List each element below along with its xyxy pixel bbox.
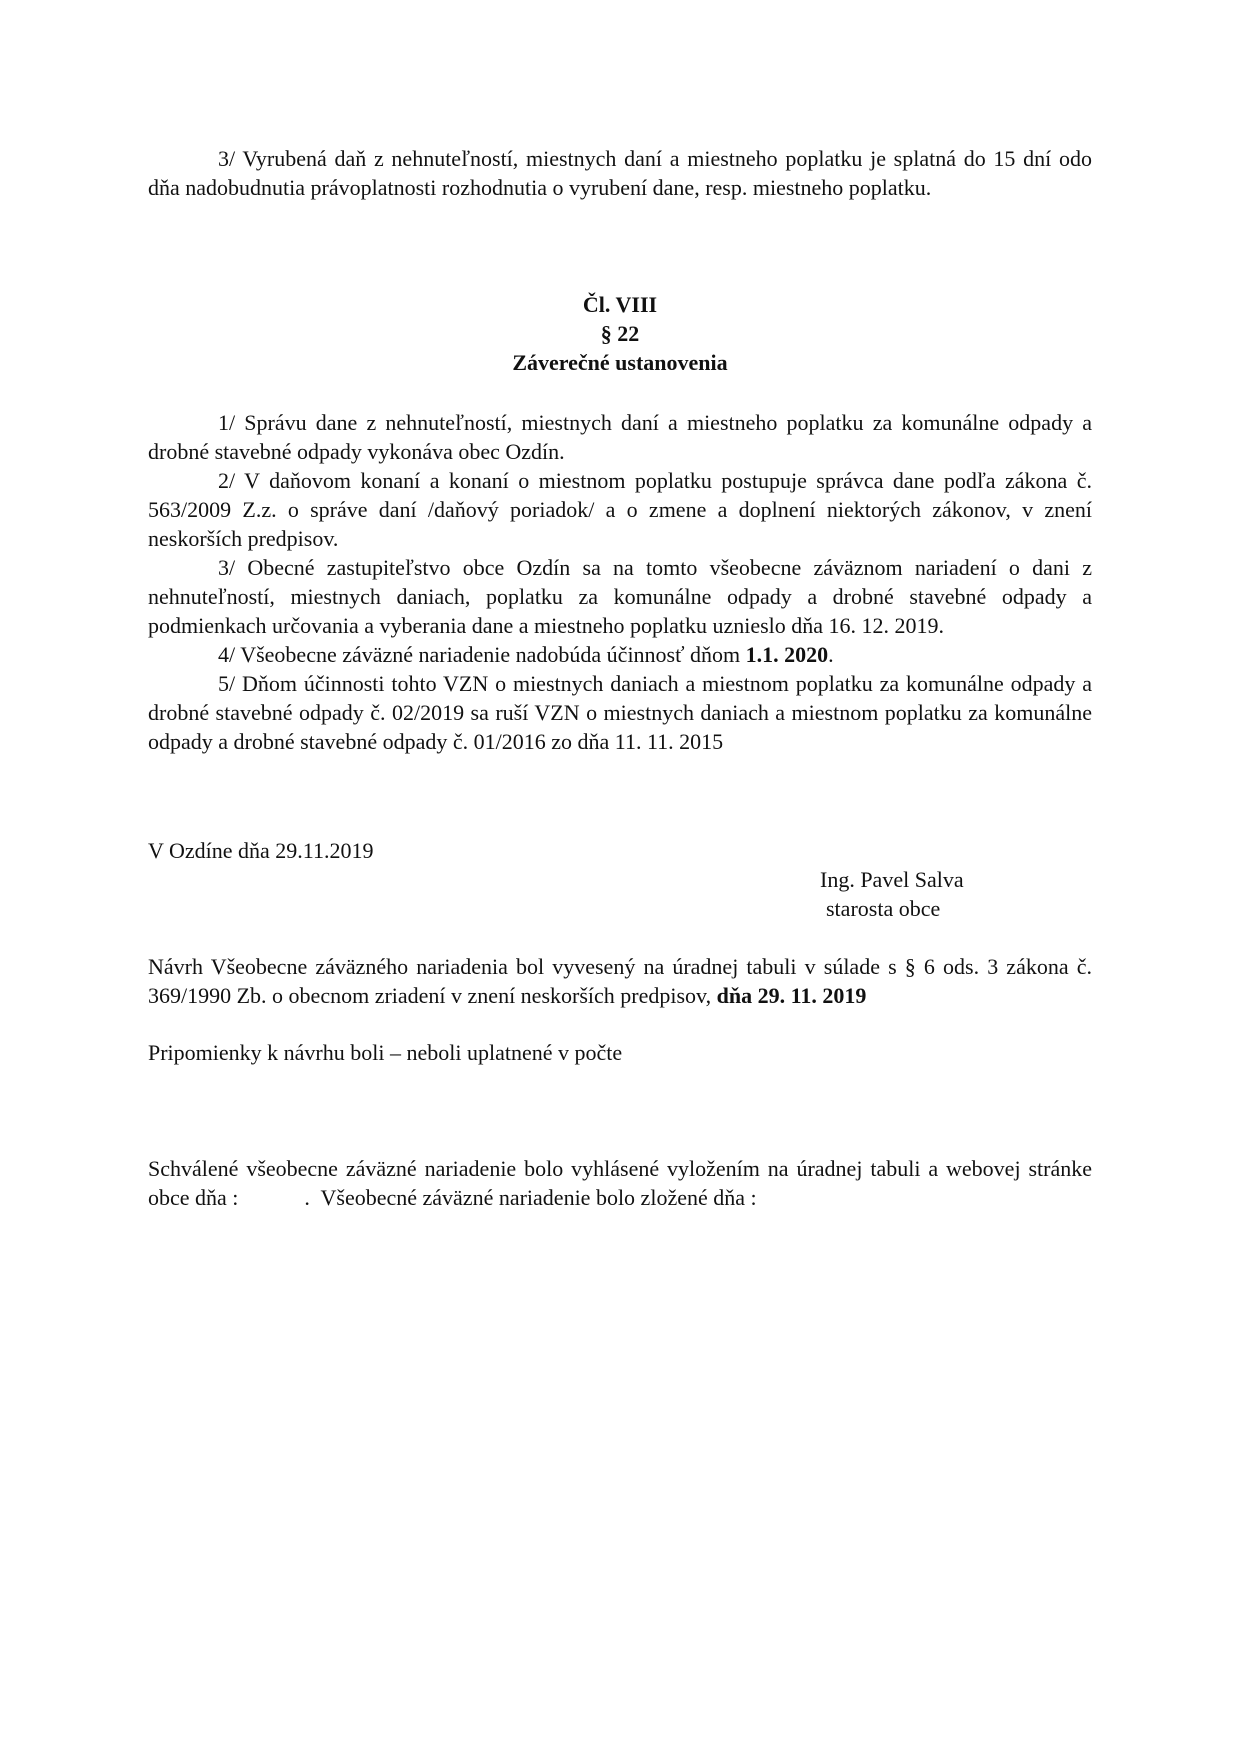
provision-5: 5/ Dňom účinnosti tohto VZN o miestnych daniach a miestnom poplatku za komunálne odpady a drobné stavebné odpady č. 02/2019 sa ruší VZN o miestnych daniach a miestnom poplatku za komunálne odpady a drobné stavebné odpady č. 01/2016 zo dňa 11. 11. 2015: [148, 671, 1092, 754]
signature-role: starosta obce: [826, 896, 941, 921]
notice-paragraph: [148, 952, 1092, 1010]
provisions: [148, 408, 1092, 756]
approved-text: Schválené všeobecne záväzné nariadenie bolo vyhlásené vyložením na úradnej tabuli a webovej stránke obce dňa : . Všeobecné záväzné nariadenie bolo zložené dňa :: [148, 1156, 1098, 1210]
provision-3: 3/ Obecné zastupiteľstvo obce Ozdín sa na tomto všeobecne záväznom nariadení o dani z nehnuteľností, miestnych daniach, poplatku za komunálne odpady a drobné stavebné odpady a podmienkach určovania a vyberania dane a miestneho poplatku uznieslo dňa 16. 12. 2019.: [148, 555, 1092, 638]
intro-paragraph: [148, 144, 1092, 202]
notice-date: dňa 29. 11. 2019: [716, 983, 867, 1008]
article-heading: [148, 290, 1092, 377]
effective-date: 1.1. 2020: [745, 642, 829, 667]
provision-1: 1/ Správu dane z nehnuteľností, miestnych daní a miestneho poplatku za komunálne odpady a drobné stavebné odpady vykonáva obec Ozdín.: [148, 410, 1092, 464]
comments-text: Pripomienky k návrhu boli – neboli uplatnené v počte: [148, 1040, 623, 1065]
article-number: Čl. VIII: [582, 292, 658, 317]
intro-paragraph-text: 3/ Vyrubená daň z nehnuteľností, miestnych daní a miestneho poplatku je splatná do 15 dní odo dňa nadobudnutia právoplatnosti rozhodnutia o vyrubení dane, resp. miestneho poplatku.: [148, 146, 1092, 200]
approved-paragraph: [148, 1096, 1098, 1270]
article-section: § 22: [600, 321, 640, 346]
notice-text: Návrh Všeobecne záväzného nariadenia bol vyvesený na úradnej tabuli v súlade s § 6 ods. 3 zákona č. 369/1990 Zb. o obecnom zriadení v znení neskorších predpisov,: [148, 954, 1092, 1008]
comments-line: [148, 1038, 1092, 1067]
provision-4-text: 4/ Všeobecne záväzné nariadenie nadobúda účinnosť dňom: [218, 642, 746, 667]
signature-name: Ing. Pavel Salva: [820, 867, 964, 892]
provision-4-end: .: [828, 642, 834, 667]
provision-4: [148, 640, 1092, 669]
place-date: V Ozdíne dňa 29.11.2019: [148, 838, 374, 863]
provision-2: 2/ V daňovom konaní a konaní o miestnom poplatku postupuje správca dane podľa zákona č. 563/2009 Z.z. o správe daní /daňový poriadok/ a o zmene a doplnení niektorých zákonov, v znení neskorších predpisov.: [148, 468, 1092, 551]
article-title: Záverečné ustanovenia: [512, 350, 728, 375]
